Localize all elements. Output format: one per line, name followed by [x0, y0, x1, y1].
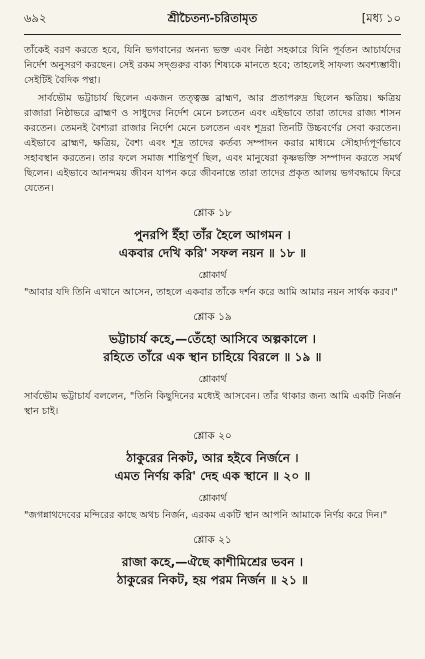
sloka-21	[24, 533, 401, 589]
verse-line: ঠাকুরের নিকট, হয় পরম নির্জন ॥ ২১ ॥	[116, 573, 309, 587]
intro-paragraph-2: সার্বভৌম ভট্টাচার্য ছিলেন একজন তত্ত্বজ্ঞ ব্রাহ্মণ, আর প্রতাপরুদ্র ছিলেন ক্ষত্রিয়। ক্ষত্রিয় রাজারা নিষ্ঠাভরে ব্রাহ্মণ ও সাধুদের নির্দেশ মেনে চলতেন এবং এইভাবে তারা তাদের রাজ্য শাসন করতেন। তেমনই বৈশ্যরা রাজার নির্দেশ মেনে চলতেন এবং শূদ্ররা তিনটি উচ্চবর্ণের সেবা করতেন। এইভাবে ব্রাহ্মণ, ক্ষত্রিয়, বৈশ্য এবং শূদ্র তাদের কর্তব্য সম্পাদন করার মাধ্যমে সৌহার্দ্যপূর্ণভাবে সহাবস্থান করতেন। তার ফলে সমাজ শান্তিপূর্ণ ছিল, এবং মানুষেরা কৃষ্ণভক্তি সম্পাদন করতে সমর্থ ছিলেন। এইভাবে আনন্দময় জীবন যাপন করে জীবনান্তে তারা তাদের প্রকৃত আলয় ভগবদ্ধামে ফিরে যেতেন।	[24, 93, 401, 194]
sloka-heading: শ্লোক ১৮	[193, 207, 232, 219]
verse-line: রহিতে তাঁরে এক স্থান চাহিয়ে বিরলে ॥ ১৯ ॥	[103, 350, 322, 364]
sloka-heading: শ্লোক ২১	[193, 534, 232, 546]
verse-line: রাজা কহে,—ঐছে কাশীমিশ্রের ভবন ।	[121, 555, 304, 569]
sloka-heading: শ্লোক ১৯	[193, 311, 232, 323]
verse-line: ঠাকুরের নিকট, আর হইবে নির্জনে ।	[126, 451, 299, 465]
sloka-20	[24, 429, 401, 523]
verse-line: ভট্টাচার্য কহে,—তেঁহো আসিবে অল্পকালে ।	[108, 332, 317, 346]
translation-heading: শ্লোকার্থ	[198, 270, 227, 281]
header-rule	[24, 34, 401, 35]
translation-text: "জগন্নাথদেবের মন্দিরের কাছে অথচ নির্জন, এরকম একটি স্থান আপনি আমাকে নির্ণয় করে দিন।"	[24, 510, 388, 521]
book-title: শ্রীচৈতন্য-চরিতামৃত	[167, 11, 258, 25]
intro-paragraph-1: তাঁকেই বরণ করতে হবে, যিনি ভগবানের অনন্য ভক্ত এবং নিষ্ঠা সহকারে যিনি পূর্বতন আচার্যদের নির্দেশ অনুসরণ করছেন। সেই রকম সদ্গুরুর বাক্য শিষ্যকে মানতে হবে; তাহলেই সাফল্য অবশ্যম্ভাবী। সেইটিই বৈদিক পন্থা।	[24, 45, 401, 86]
verse-line: এমত নির্ণয় করি' দেহ এক স্থানে ॥ ২০ ॥	[114, 469, 311, 483]
translation-heading: শ্লোকার্থ	[198, 493, 227, 504]
chapter-label: [মধ্য ১০	[361, 11, 401, 25]
sloka-18	[24, 206, 401, 300]
sloka-19	[24, 310, 401, 419]
translation-text: "আবার যদি তিনি এখানে আসেন, তাহলে একবার তাঁকে দর্শন করে আমি আমার নয়ন সার্থক করব।"	[24, 287, 398, 298]
verse-line: একবার দেখি করি' সফল নয়ন ॥ ১৮ ॥	[118, 246, 307, 260]
translation-heading: শ্লোকার্থ	[198, 374, 227, 385]
page-header	[24, 8, 401, 32]
verse-line: পুনরপি ইঁহা তাঁর হৈলে আগমন ।	[134, 228, 291, 242]
sloka-heading: শ্লোক ২০	[193, 430, 232, 442]
page-number: ৬৯২	[24, 11, 47, 25]
translation-text: সার্বভৌম ভট্টাচার্য বললেন, "তিনি কিছুদিনের মধ্যেই আসবেন। তাঁর থাকার জন্য আমি একটি নির্জন স্থান চাই।	[24, 391, 401, 417]
